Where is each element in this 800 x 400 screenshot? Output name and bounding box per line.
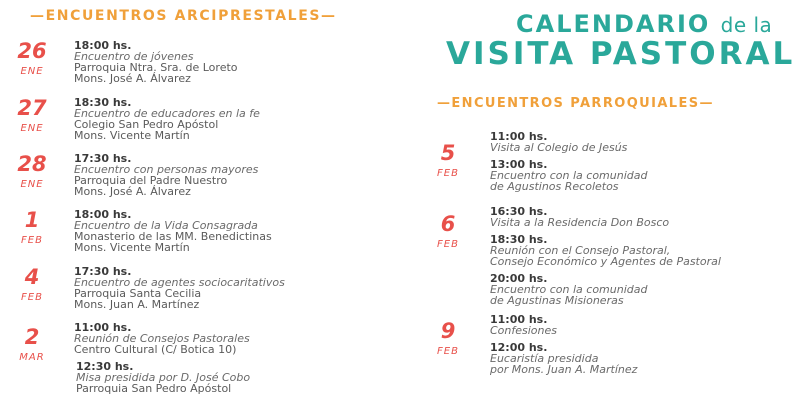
- event-description: Encuentro con personas mayores: [74, 163, 259, 176]
- event-description: Confesiones: [490, 324, 558, 337]
- date-badge: [10, 153, 54, 191]
- event: [490, 206, 721, 228]
- date-month: ENE: [20, 179, 44, 190]
- event-time: 20:00 hs.: [490, 272, 548, 285]
- date-month: FEB: [437, 346, 459, 357]
- date-month: ENE: [20, 123, 44, 134]
- event: [74, 266, 285, 310]
- event-description: Encuentro con la comunidad: [490, 169, 648, 182]
- event-location: Parroquia Santa Cecilia: [74, 287, 202, 300]
- event-time: 18:30 hs.: [74, 96, 132, 109]
- event-list: [74, 97, 260, 145]
- event-description: Encuentro de agentes sociocaritativos: [74, 276, 285, 289]
- date-day: 27: [17, 96, 47, 120]
- event-time: 17:30 hs.: [74, 152, 132, 165]
- event-location: Monasterio de las MM. Benedictinas: [74, 230, 272, 243]
- date-badge: [426, 142, 470, 180]
- event-list: [74, 40, 238, 88]
- event-description: Encuentro con la comunidad: [490, 283, 648, 296]
- event-description: Visita a la Residencia Don Bosco: [490, 216, 670, 229]
- date-month: ENE: [20, 66, 44, 77]
- date-month: MAR: [19, 352, 45, 363]
- event-presider: Mons. Vicente Martín: [74, 241, 190, 254]
- event: [490, 131, 647, 153]
- event-presider: Mons. José A. Álvarez: [74, 72, 191, 85]
- event-time: 12:30 hs.: [76, 360, 134, 373]
- event-time: 11:00 hs.: [490, 313, 548, 326]
- event-description: por Mons. Juan A. Martínez: [490, 363, 638, 376]
- event-description: Visita al Colegio de Jesús: [490, 141, 628, 154]
- event-time: 11:00 hs.: [74, 321, 132, 334]
- date-month: FEB: [437, 239, 459, 250]
- event-list: [74, 322, 250, 398]
- date-month: FEB: [21, 235, 43, 246]
- date-day: 6: [440, 212, 456, 236]
- event-presider: Mons. Vicente Martín: [74, 129, 190, 142]
- date-day: 2: [24, 325, 40, 349]
- page-title-line2: VISITA PASTORAL: [446, 36, 796, 72]
- date-month: FEB: [437, 168, 459, 179]
- event: [74, 40, 238, 84]
- event-list: [490, 314, 637, 379]
- event-time: 18:00 hs.: [74, 208, 132, 221]
- event-list: [74, 209, 272, 257]
- event: [490, 314, 637, 336]
- date-badge: [10, 326, 54, 364]
- event-location: Centro Cultural (C/ Botica 10): [74, 343, 237, 356]
- event: [74, 153, 258, 197]
- event-location: Parroquia San Pedro Apóstol: [76, 382, 232, 395]
- event-time: 12:00 hs.: [490, 341, 548, 354]
- section-title-parroquiales: —ENCUENTROS PARROQUIALES—: [437, 96, 714, 111]
- event-description: Eucaristía presidida: [490, 352, 599, 365]
- event-description: Misa presidida por D. José Cobo: [76, 371, 251, 384]
- event: [74, 322, 250, 355]
- event-description: Reunión con el Consejo Pastoral,: [490, 244, 671, 257]
- date-badge: [426, 320, 470, 358]
- event: [490, 273, 721, 306]
- event: [74, 97, 260, 141]
- event: [74, 209, 272, 253]
- event: [490, 159, 647, 192]
- section-title-arciprestales: —ENCUENTROS ARCIPRESTALES—: [30, 8, 337, 24]
- event-description: Encuentro de jóvenes: [74, 50, 194, 63]
- event: [490, 234, 721, 267]
- event-description: Encuentro de educadores en la fe: [74, 107, 260, 120]
- event-list: [74, 266, 285, 314]
- event-time: 11:00 hs.: [490, 130, 548, 143]
- date-badge: [426, 213, 470, 251]
- date-day: 4: [24, 265, 40, 289]
- event-location: Parroquia Ntra. Sra. de Loreto: [74, 61, 238, 74]
- event-presider: Mons. Juan A. Martínez: [74, 298, 200, 311]
- event-time: 17:30 hs.: [74, 265, 132, 278]
- date-day: 26: [17, 39, 47, 63]
- event-description: de Agustinos Recoletos: [490, 180, 619, 193]
- date-day: 28: [17, 152, 47, 176]
- page-title-line1: [516, 10, 772, 38]
- event-presider: Mons. José A. Álvarez: [74, 185, 191, 198]
- date-day: 1: [24, 208, 40, 232]
- event-location: Colegio San Pedro Apóstol: [74, 118, 219, 131]
- date-badge: [10, 40, 54, 78]
- event-location: Parroquia del Padre Nuestro: [74, 174, 228, 187]
- event-description: de Agustinas Misioneras: [490, 294, 624, 307]
- date-badge: [10, 97, 54, 135]
- event-time: 13:00 hs.: [490, 158, 548, 171]
- date-month: FEB: [21, 292, 43, 303]
- date-day: 9: [440, 319, 456, 343]
- date-badge: [10, 266, 54, 304]
- event-list: [490, 206, 721, 310]
- event-description: Reunión de Consejos Pastorales: [74, 332, 250, 345]
- title-word-de-la: de la: [720, 13, 773, 37]
- date-day: 5: [440, 141, 456, 165]
- event-list: [74, 153, 258, 201]
- event-list: [490, 131, 647, 196]
- event-time: 18:00 hs.: [74, 39, 132, 52]
- event-time: 18:30 hs.: [490, 233, 548, 246]
- event: [490, 342, 637, 375]
- event-time: 16:30 hs.: [490, 205, 548, 218]
- event-description: Encuentro de la Vida Consagrada: [74, 219, 258, 232]
- title-word-calendario: CALENDARIO: [516, 10, 711, 38]
- event: [76, 361, 250, 394]
- date-badge: [10, 209, 54, 247]
- event-description: Consejo Económico y Agentes de Pastoral: [490, 255, 721, 268]
